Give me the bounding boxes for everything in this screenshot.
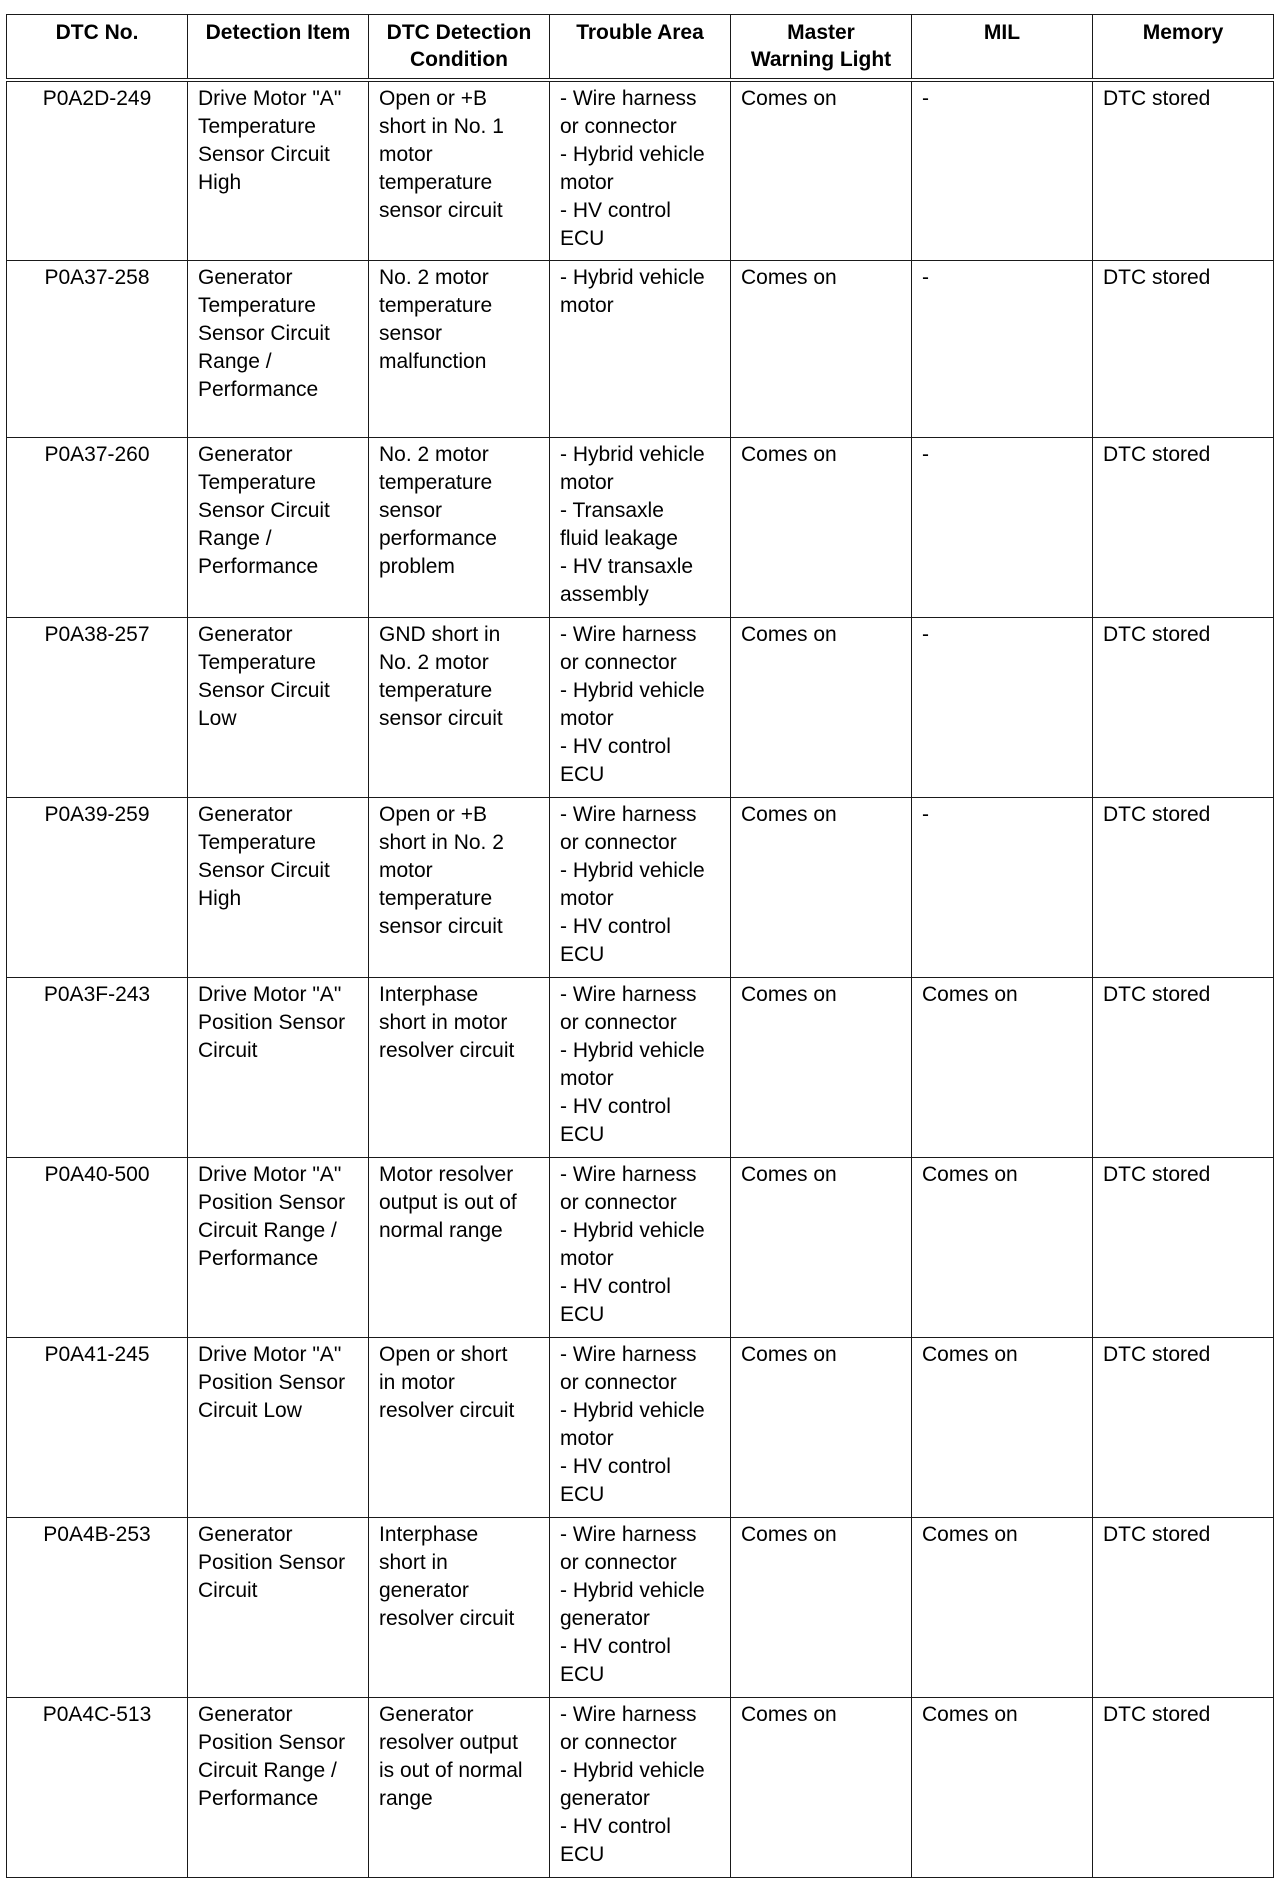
cell-line: generator: [560, 1786, 650, 1810]
master-warning-light-cell: [731, 260, 912, 437]
cell-text: Comes on: [741, 87, 837, 110]
cell-text: DTC stored: [1103, 1702, 1211, 1726]
cell-line: or connector: [560, 115, 677, 138]
cell-text: DTC stored: [1103, 982, 1211, 1006]
cell-line: High: [198, 886, 242, 910]
memory-cell: [1093, 1337, 1274, 1517]
dtc-code-cell: [7, 80, 188, 260]
cell-line: temperature: [379, 886, 493, 910]
cell-line: short in: [379, 1550, 448, 1574]
cell-line: ECU: [560, 1842, 605, 1866]
cell-text: P0A37-260: [44, 442, 150, 466]
table-row: [7, 1337, 1274, 1517]
cell-line: temperature: [379, 678, 493, 702]
table-row: [7, 80, 1274, 260]
cell-text: P0A39-259: [44, 802, 150, 826]
master-warning-light-cell: [731, 797, 912, 977]
cell-text: Comes on: [922, 1522, 1018, 1546]
cell-line: - Wire harness: [560, 622, 697, 646]
cell-line: Generator: [198, 265, 293, 289]
cell-line: short in No. 1: [379, 115, 504, 138]
detection-item-cell: [188, 260, 369, 437]
cell-line: Open or short: [379, 1342, 508, 1366]
cell-line: Range /: [198, 349, 272, 373]
cell-text: Comes on: [741, 1342, 837, 1366]
master-warning-light-cell: [731, 437, 912, 617]
cell-text: P0A37-258: [44, 265, 150, 289]
cell-line: temperature: [379, 470, 493, 494]
cell-line: performance: [379, 526, 497, 550]
cell-text: Comes on: [922, 1162, 1018, 1186]
cell-line: Position Sensor: [198, 1730, 346, 1754]
cell-line: Generator: [379, 1702, 474, 1726]
trouble-area-cell: [550, 1337, 731, 1517]
cell-text: -: [922, 802, 929, 826]
cell-line: Generator: [198, 1702, 293, 1726]
header-text: Condition: [410, 48, 508, 71]
cell-line: GND short in: [379, 622, 501, 646]
detection-item-cell: [188, 977, 369, 1157]
master-warning-light-cell: [731, 80, 912, 260]
mil-cell: [912, 1697, 1093, 1877]
mil-cell: [912, 797, 1093, 977]
detection-condition-cell: [369, 617, 550, 797]
cell-text: P0A3F-243: [43, 982, 151, 1006]
mil-cell: [912, 1337, 1093, 1517]
cell-line: sensor: [379, 321, 443, 345]
cell-line: Sensor Circuit: [198, 143, 330, 166]
cell-line: Circuit Range /: [198, 1758, 337, 1782]
cell-line: No. 2 motor: [379, 265, 489, 289]
memory-cell: [1093, 1517, 1274, 1697]
cell-line: motor: [379, 143, 433, 166]
cell-line: Performance: [198, 377, 319, 401]
cell-line: Open or +B: [379, 802, 487, 826]
cell-text: Comes on: [741, 622, 837, 646]
cell-text: Comes on: [741, 442, 837, 466]
cell-line: Performance: [198, 554, 319, 578]
cell-text: P0A40-500: [44, 1162, 150, 1186]
cell-line: Position Sensor: [198, 1550, 346, 1574]
cell-line: generator: [379, 1578, 469, 1602]
cell-line: generator: [560, 1606, 650, 1630]
cell-line: sensor circuit: [379, 914, 503, 938]
memory-cell: [1093, 977, 1274, 1157]
cell-text: DTC stored: [1103, 802, 1211, 826]
table-row: [7, 1697, 1274, 1877]
cell-line: Position Sensor: [198, 1370, 346, 1394]
cell-line: ECU: [560, 762, 605, 786]
memory-cell: [1093, 1157, 1274, 1337]
trouble-area-cell: [550, 977, 731, 1157]
cell-line: Performance: [198, 1246, 319, 1270]
cell-line: sensor circuit: [379, 199, 503, 222]
cell-line: - HV control: [560, 199, 671, 222]
cell-line: Sensor Circuit: [198, 498, 330, 522]
cell-line: or connector: [560, 1550, 677, 1574]
dtc-code-cell: [7, 797, 188, 977]
cell-line: motor: [560, 1066, 614, 1090]
mil-cell: [912, 977, 1093, 1157]
cell-line: ECU: [560, 1662, 605, 1686]
detection-condition-cell: [369, 80, 550, 260]
cell-line: No. 2 motor: [379, 442, 489, 466]
cell-line: Performance: [198, 1786, 319, 1810]
detection-condition-cell: [369, 437, 550, 617]
dtc-code-cell: [7, 260, 188, 437]
header-text: MIL: [983, 21, 1021, 44]
cell-line: Open or +B: [379, 87, 487, 110]
mil-cell: [912, 260, 1093, 437]
cell-line: motor: [560, 1246, 614, 1270]
cell-text: -: [922, 87, 929, 110]
cell-line: in motor: [379, 1370, 455, 1394]
cell-line: Temperature: [198, 470, 316, 494]
cell-text: P0A38-257: [44, 622, 150, 646]
dtc-table: [6, 14, 1274, 1878]
master-warning-light-cell: [731, 1157, 912, 1337]
cell-text: DTC stored: [1103, 1342, 1211, 1366]
dtc-code-cell: [7, 617, 188, 797]
cell-line: Temperature: [198, 293, 316, 317]
cell-line: short in motor: [379, 1010, 508, 1034]
cell-line: - Transaxle: [560, 498, 664, 522]
cell-line: Generator: [198, 802, 293, 826]
cell-line: normal range: [379, 1218, 503, 1242]
memory-cell: [1093, 80, 1274, 260]
cell-line: No. 2 motor: [379, 650, 489, 674]
table-row: [7, 797, 1274, 977]
cell-text: DTC stored: [1103, 442, 1211, 466]
detection-condition-cell: [369, 1337, 550, 1517]
cell-line: short in No. 2: [379, 830, 504, 854]
cell-line: resolver output: [379, 1730, 518, 1754]
cell-line: ECU: [560, 1122, 605, 1146]
mil-cell: [912, 1517, 1093, 1697]
cell-line: Range /: [198, 526, 272, 550]
cell-text: Comes on: [741, 1702, 837, 1726]
table-row: [7, 617, 1274, 797]
detection-condition-cell: [369, 977, 550, 1157]
master-warning-light-cell: [731, 1697, 912, 1877]
cell-line: fluid leakage: [560, 526, 678, 550]
cell-line: - Hybrid vehicle: [560, 678, 705, 702]
cell-line: or connector: [560, 650, 677, 674]
cell-line: Sensor Circuit: [198, 321, 330, 345]
header-detection-item: [188, 15, 369, 81]
cell-line: Generator: [198, 442, 293, 466]
detection-item-cell: [188, 80, 369, 260]
cell-text: P0A4C-513: [42, 1702, 152, 1726]
header-text: DTC No.: [55, 21, 139, 44]
cell-line: - Wire harness: [560, 1162, 697, 1186]
cell-line: resolver circuit: [379, 1038, 515, 1062]
cell-text: DTC stored: [1103, 265, 1211, 289]
cell-line: is out of normal: [379, 1758, 523, 1782]
header-dtc-no: [7, 15, 188, 81]
header-text: Warning Light: [750, 48, 892, 71]
memory-cell: [1093, 1697, 1274, 1877]
table-row: [7, 977, 1274, 1157]
cell-line: motor: [560, 1426, 614, 1450]
cell-text: DTC stored: [1103, 1162, 1211, 1186]
cell-line: problem: [379, 554, 455, 578]
cell-line: Drive Motor "A": [198, 1342, 342, 1366]
table-body: [7, 80, 1274, 1877]
cell-line: - Hybrid vehicle: [560, 858, 705, 882]
memory-cell: [1093, 797, 1274, 977]
cell-line: Circuit Low: [198, 1398, 302, 1422]
dtc-code-cell: [7, 1337, 188, 1517]
cell-line: Position Sensor: [198, 1010, 346, 1034]
detection-condition-cell: [369, 1157, 550, 1337]
table-row: [7, 1517, 1274, 1697]
header-text: Detection Item: [205, 21, 351, 44]
cell-line: - Wire harness: [560, 1702, 697, 1726]
detection-item-cell: [188, 1337, 369, 1517]
cell-line: - HV transaxle: [560, 554, 694, 578]
header-detection-condition: [369, 15, 550, 81]
dtc-code-cell: [7, 1697, 188, 1877]
cell-line: - Hybrid vehicle: [560, 265, 705, 289]
cell-line: - HV control: [560, 1274, 671, 1298]
cell-line: Position Sensor: [198, 1190, 346, 1214]
detection-condition-cell: [369, 1517, 550, 1697]
cell-line: - Wire harness: [560, 87, 697, 110]
memory-cell: [1093, 437, 1274, 617]
cell-line: High: [198, 171, 242, 194]
cell-line: - Hybrid vehicle: [560, 442, 705, 466]
cell-line: Drive Motor "A": [198, 982, 342, 1006]
cell-text: P0A41-245: [44, 1342, 150, 1366]
detection-condition-cell: [369, 797, 550, 977]
header-text: Memory: [1142, 21, 1224, 44]
cell-text: Comes on: [741, 1162, 837, 1186]
cell-text: Comes on: [741, 802, 837, 826]
trouble-area-cell: [550, 797, 731, 977]
cell-text: -: [922, 265, 929, 289]
cell-text: Comes on: [922, 1342, 1018, 1366]
cell-line: motor: [560, 706, 614, 730]
cell-line: Temperature: [198, 830, 316, 854]
cell-line: - HV control: [560, 1454, 671, 1478]
dtc-code-cell: [7, 977, 188, 1157]
cell-line: Temperature: [198, 115, 316, 138]
cell-text: Comes on: [922, 1702, 1018, 1726]
cell-line: - HV control: [560, 1814, 671, 1838]
cell-line: - Hybrid vehicle: [560, 1578, 705, 1602]
master-warning-light-cell: [731, 977, 912, 1157]
header-mil: [912, 15, 1093, 81]
cell-line: motor: [560, 470, 614, 494]
cell-line: resolver circuit: [379, 1398, 515, 1422]
detection-item-cell: [188, 617, 369, 797]
mil-cell: [912, 617, 1093, 797]
cell-line: - HV control: [560, 914, 671, 938]
cell-line: Drive Motor "A": [198, 87, 342, 110]
cell-text: -: [922, 442, 929, 466]
detection-condition-cell: [369, 260, 550, 437]
cell-line: Interphase: [379, 1522, 479, 1546]
detection-item-cell: [188, 797, 369, 977]
cell-text: DTC stored: [1103, 622, 1211, 646]
cell-line: motor: [560, 171, 614, 194]
cell-line: - HV control: [560, 1094, 671, 1118]
dtc-code-cell: [7, 437, 188, 617]
trouble-area-cell: [550, 437, 731, 617]
cell-line: ECU: [560, 1302, 605, 1326]
cell-line: Drive Motor "A": [198, 1162, 342, 1186]
cell-line: - Hybrid vehicle: [560, 1218, 705, 1242]
detection-item-cell: [188, 437, 369, 617]
trouble-area-cell: [550, 1697, 731, 1877]
cell-line: Low: [198, 706, 237, 730]
cell-line: - Hybrid vehicle: [560, 1398, 705, 1422]
master-warning-light-cell: [731, 617, 912, 797]
trouble-area-cell: [550, 260, 731, 437]
cell-line: ECU: [560, 942, 605, 966]
cell-line: motor: [560, 293, 614, 317]
cell-line: motor: [379, 858, 433, 882]
detection-condition-cell: [369, 1697, 550, 1877]
cell-line: temperature: [379, 293, 493, 317]
detection-item-cell: [188, 1157, 369, 1337]
cell-line: resolver circuit: [379, 1606, 515, 1630]
cell-text: Comes on: [741, 982, 837, 1006]
header-text: DTC Detection: [386, 21, 532, 44]
cell-line: Circuit Range /: [198, 1218, 337, 1242]
cell-line: range: [379, 1786, 433, 1810]
cell-line: - Wire harness: [560, 1522, 697, 1546]
cell-line: Generator: [198, 622, 293, 646]
cell-line: sensor circuit: [379, 706, 503, 730]
header-memory: [1093, 15, 1274, 81]
mil-cell: [912, 1157, 1093, 1337]
cell-text: Comes on: [922, 982, 1018, 1006]
trouble-area-cell: [550, 1517, 731, 1697]
cell-line: motor: [560, 886, 614, 910]
cell-line: ECU: [560, 227, 605, 250]
cell-text: -: [922, 622, 929, 646]
cell-line: Circuit: [198, 1578, 258, 1602]
table-row: [7, 437, 1274, 617]
trouble-area-cell: [550, 80, 731, 260]
cell-line: Circuit: [198, 1038, 258, 1062]
trouble-area-cell: [550, 1157, 731, 1337]
dtc-table-page: [6, 14, 1273, 1878]
cell-text: DTC stored: [1103, 87, 1211, 110]
cell-line: Motor resolver: [379, 1162, 514, 1186]
cell-line: or connector: [560, 830, 677, 854]
cell-line: sensor: [379, 498, 443, 522]
cell-line: Sensor Circuit: [198, 678, 330, 702]
cell-line: - HV control: [560, 1634, 671, 1658]
cell-line: - HV control: [560, 734, 671, 758]
cell-line: Sensor Circuit: [198, 858, 330, 882]
cell-line: assembly: [560, 582, 649, 606]
memory-cell: [1093, 617, 1274, 797]
cell-line: - Hybrid vehicle: [560, 143, 705, 166]
cell-line: - Wire harness: [560, 802, 697, 826]
header-master-warning-light: [731, 15, 912, 81]
cell-line: or connector: [560, 1730, 677, 1754]
cell-line: Interphase: [379, 982, 479, 1006]
dtc-code-cell: [7, 1517, 188, 1697]
header-row: [7, 15, 1274, 81]
dtc-code-cell: [7, 1157, 188, 1337]
detection-item-cell: [188, 1517, 369, 1697]
cell-line: malfunction: [379, 349, 487, 373]
cell-text: P0A2D-249: [42, 87, 152, 110]
cell-text: Comes on: [741, 265, 837, 289]
cell-line: or connector: [560, 1010, 677, 1034]
cell-line: - Wire harness: [560, 1342, 697, 1366]
master-warning-light-cell: [731, 1337, 912, 1517]
table-row: [7, 1157, 1274, 1337]
mil-cell: [912, 80, 1093, 260]
cell-text: Comes on: [741, 1522, 837, 1546]
memory-cell: [1093, 260, 1274, 437]
cell-text: P0A4B-253: [43, 1522, 151, 1546]
cell-text: DTC stored: [1103, 1522, 1211, 1546]
cell-line: - Hybrid vehicle: [560, 1758, 705, 1782]
detection-item-cell: [188, 1697, 369, 1877]
header-text: Master: [787, 21, 855, 44]
cell-line: Temperature: [198, 650, 316, 674]
cell-line: ECU: [560, 1482, 605, 1506]
table-row: [7, 260, 1274, 437]
cell-line: or connector: [560, 1190, 677, 1214]
cell-line: or connector: [560, 1370, 677, 1394]
cell-line: - Wire harness: [560, 982, 697, 1006]
master-warning-light-cell: [731, 1517, 912, 1697]
header-text: Trouble Area: [576, 21, 704, 44]
cell-line: Generator: [198, 1522, 293, 1546]
cell-line: temperature: [379, 171, 493, 194]
cell-line: output is out of: [379, 1190, 517, 1214]
cell-line: - Hybrid vehicle: [560, 1038, 705, 1062]
mil-cell: [912, 437, 1093, 617]
header-trouble-area: [550, 15, 731, 81]
trouble-area-cell: [550, 617, 731, 797]
